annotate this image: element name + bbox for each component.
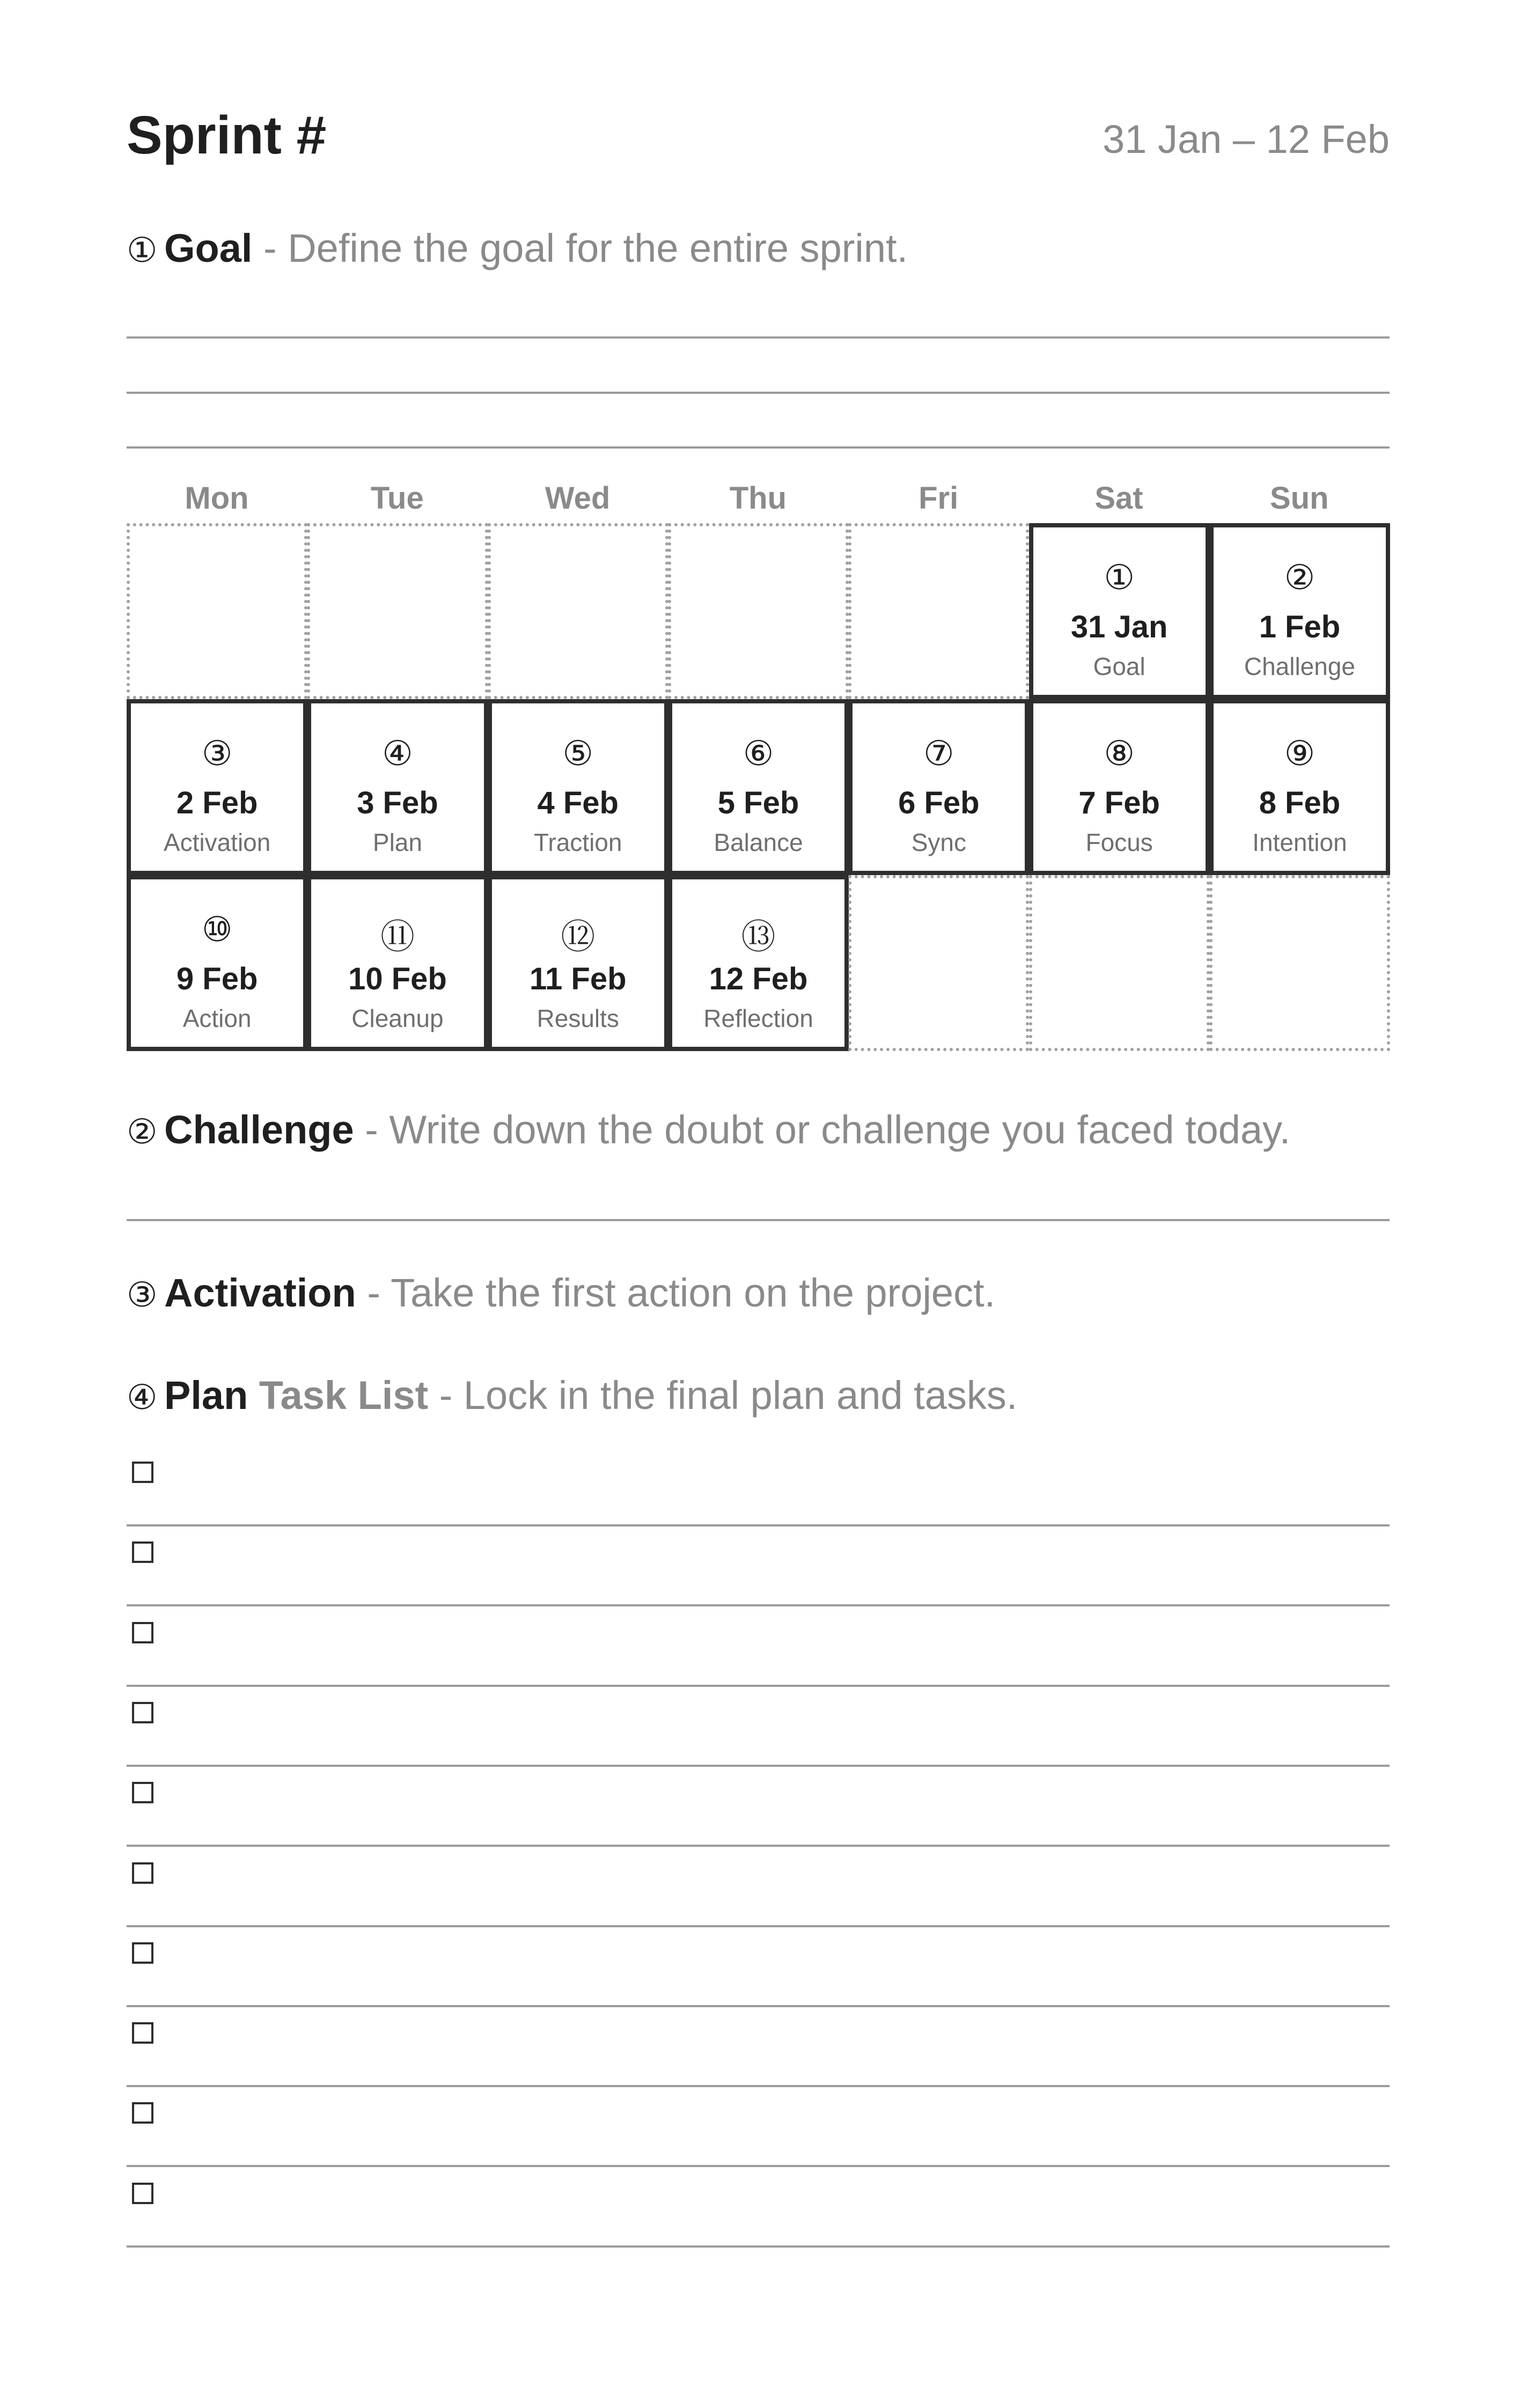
day-cell[interactable] bbox=[307, 699, 488, 875]
circled-number: ① bbox=[127, 231, 158, 269]
weekday-label: Wed bbox=[545, 481, 611, 516]
empty-day-cell bbox=[848, 523, 1029, 699]
goal-description: - Define the goal for the entire sprint. bbox=[252, 226, 908, 270]
header bbox=[127, 105, 1390, 174]
empty-day-cell bbox=[127, 523, 307, 699]
day-theme: Action bbox=[182, 1004, 252, 1032]
task-checkbox[interactable] bbox=[132, 2102, 153, 2124]
day-date: 5 Feb bbox=[717, 785, 799, 820]
task-row[interactable] bbox=[127, 1526, 1390, 1606]
plan-description: - Lock in the final plan and tasks. bbox=[428, 1373, 1018, 1418]
day-theme: Cleanup bbox=[351, 1004, 444, 1032]
day-cell[interactable] bbox=[848, 699, 1029, 875]
day-cell[interactable] bbox=[1029, 523, 1210, 699]
goal-heading bbox=[127, 225, 1390, 271]
day-theme: Traction bbox=[534, 828, 622, 856]
task-checkbox[interactable] bbox=[132, 1462, 153, 1483]
day-theme: Activation bbox=[163, 828, 271, 856]
task-row[interactable] bbox=[127, 1607, 1390, 1687]
task-checkbox[interactable] bbox=[132, 1782, 153, 1803]
goal-line-2[interactable] bbox=[127, 392, 1390, 394]
day-date: 9 Feb bbox=[176, 961, 258, 996]
task-checkbox[interactable] bbox=[132, 1541, 153, 1563]
day-theme: Results bbox=[537, 1004, 619, 1032]
day-number: ⑦ bbox=[923, 734, 954, 773]
task-row[interactable] bbox=[127, 1767, 1390, 1847]
task-line bbox=[127, 2245, 1390, 2248]
day-cell[interactable] bbox=[668, 699, 849, 875]
day-theme: Goal bbox=[1093, 652, 1145, 680]
day-number: ① bbox=[1104, 558, 1135, 597]
day-cell[interactable] bbox=[1029, 699, 1210, 875]
day-theme: Focus bbox=[1085, 828, 1153, 856]
task-checkbox[interactable] bbox=[132, 1622, 153, 1643]
weekday-label: Mon bbox=[185, 481, 249, 516]
day-date: 10 Feb bbox=[348, 961, 447, 996]
plan-label: Plan bbox=[164, 1373, 248, 1418]
day-date: 8 Feb bbox=[1259, 785, 1341, 820]
task-checkbox[interactable] bbox=[132, 1702, 153, 1723]
day-theme: Balance bbox=[714, 828, 803, 856]
day-theme: Sync bbox=[911, 828, 966, 856]
day-number: ⑨ bbox=[1284, 734, 1316, 773]
planner-page bbox=[127, 0, 1390, 2408]
day-theme: Challenge bbox=[1244, 652, 1356, 680]
empty-day-cell bbox=[668, 523, 849, 699]
day-theme: Plan bbox=[372, 828, 422, 856]
day-number: ④ bbox=[382, 734, 413, 773]
day-date: 12 Feb bbox=[709, 961, 808, 996]
task-list-label: Task List bbox=[259, 1373, 429, 1418]
day-number: ⑤ bbox=[562, 734, 593, 773]
task-row[interactable] bbox=[127, 1447, 1390, 1526]
task-checkbox[interactable] bbox=[132, 1942, 153, 1964]
day-date: 1 Feb bbox=[1259, 610, 1341, 644]
day-date: 2 Feb bbox=[176, 785, 258, 820]
day-number: ⑫ bbox=[561, 917, 596, 956]
day-cell[interactable] bbox=[488, 699, 668, 875]
circled-number: ② bbox=[127, 1112, 158, 1151]
day-cell[interactable] bbox=[127, 699, 307, 875]
task-row[interactable] bbox=[127, 1847, 1390, 1927]
challenge-heading bbox=[127, 1107, 1390, 1152]
day-date: 6 Feb bbox=[898, 785, 980, 820]
day-cell[interactable] bbox=[1209, 523, 1390, 699]
goal-line-1[interactable] bbox=[127, 336, 1390, 339]
day-number: ⑧ bbox=[1104, 734, 1135, 773]
weekday-label: Fri bbox=[919, 481, 959, 516]
empty-day-cell bbox=[307, 523, 488, 699]
goal-label: Goal bbox=[164, 226, 253, 270]
day-number: ② bbox=[1284, 558, 1316, 597]
task-row[interactable] bbox=[127, 1927, 1390, 2007]
challenge-line[interactable] bbox=[127, 1219, 1390, 1221]
activation-heading bbox=[127, 1270, 1390, 1316]
task-row[interactable] bbox=[127, 2087, 1390, 2167]
task-checkbox[interactable] bbox=[132, 2022, 153, 2044]
task-checkbox[interactable] bbox=[132, 2183, 153, 2204]
page-title: Sprint # bbox=[127, 105, 327, 165]
activation-description: - Take the first action on the project. bbox=[356, 1271, 996, 1315]
day-date: 11 Feb bbox=[529, 961, 627, 996]
day-theme: Intention bbox=[1252, 828, 1347, 856]
circled-number: ③ bbox=[127, 1275, 158, 1314]
task-row[interactable] bbox=[127, 2168, 1390, 2248]
empty-day-cell bbox=[1029, 875, 1210, 1051]
day-date: 31 Jan bbox=[1070, 610, 1168, 644]
empty-day-cell bbox=[1209, 875, 1390, 1051]
sprint-calendar bbox=[127, 480, 1390, 1060]
day-cell[interactable] bbox=[488, 875, 668, 1051]
weekday-label: Thu bbox=[729, 481, 787, 516]
challenge-description: - Write down the doubt or challenge you faced today. bbox=[354, 1107, 1291, 1152]
circled-number: ④ bbox=[127, 1378, 158, 1416]
day-number: ⑪ bbox=[380, 917, 415, 956]
goal-line-3[interactable] bbox=[127, 446, 1390, 449]
day-cell[interactable] bbox=[1209, 699, 1390, 875]
date-range: 31 Jan – 12 Feb bbox=[1103, 117, 1390, 161]
day-cell[interactable] bbox=[668, 875, 849, 1051]
weekday-label: Sun bbox=[1270, 481, 1329, 516]
day-cell[interactable] bbox=[127, 875, 307, 1051]
day-number: ③ bbox=[201, 734, 233, 773]
day-number: ⑬ bbox=[741, 917, 776, 956]
day-cell[interactable] bbox=[307, 875, 488, 1051]
task-row[interactable] bbox=[127, 1687, 1390, 1767]
plan-heading bbox=[127, 1372, 1390, 1418]
empty-day-cell bbox=[488, 523, 668, 699]
weekday-label: Tue bbox=[370, 481, 424, 516]
day-number: ⑥ bbox=[743, 734, 774, 773]
day-date: 4 Feb bbox=[537, 785, 619, 820]
day-number: ⑩ bbox=[201, 910, 233, 949]
empty-day-cell bbox=[848, 875, 1029, 1051]
challenge-label: Challenge bbox=[164, 1107, 354, 1152]
day-date: 3 Feb bbox=[357, 785, 438, 820]
day-date: 7 Feb bbox=[1078, 785, 1160, 820]
activation-label: Activation bbox=[164, 1271, 356, 1315]
weekday-label: Sat bbox=[1094, 481, 1143, 516]
task-row[interactable] bbox=[127, 2007, 1390, 2087]
task-checkbox[interactable] bbox=[132, 1862, 153, 1884]
day-theme: Reflection bbox=[703, 1004, 813, 1032]
